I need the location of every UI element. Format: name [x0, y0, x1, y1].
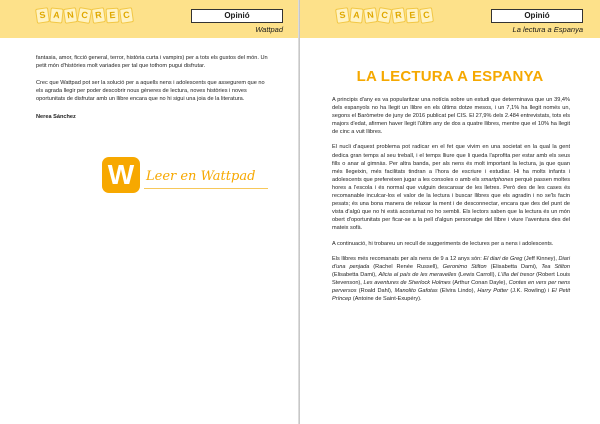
- paragraph: El nucli d'aquest problema pot radicar en el fet que vivim en una societat en la qual la gent dedica gran temps al seu treball, i el temps lliure que li queda l'aprofita per estar amb els seus fills o anar al gimnàs. Per altra banda, per als nens és molt important la lectura, ja que quan més llegeixin, més facilitats tindran a l'hora de escriure i estudiar. Hi ha molts infants i adolescents que prefereixen jugar a les consoles o amb els smartphones perquè passen moltes hores a l'escola i és normal que vulguin descansar de les lletres. Però des de les cases és recomanable inculcar-los el valor de la lectura i buscar llibres que els agradin i no se'ls facin pesats; és una bona manera de relaxar la ment i de desconnectar, encara que des del punt de vista d'algú que no hi està acostumat no ho sembli. Els lectors saben que la lectura és un món obert d'oportunitats per ficar-se a la pell d'algun personatge del llibre i viure l'aventura des del mateix sofà.: [332, 144, 571, 232]
- book-title: Manolito Gafotas: [394, 287, 438, 294]
- wattpad-logo-text: Leer en Wattpad: [146, 169, 256, 184]
- book-title: Tea Stilton: [541, 263, 570, 270]
- book-title: Geronimo Stilton: [442, 263, 487, 270]
- book-title: Harry Potter: [477, 287, 509, 294]
- article-title: LA LECTURA A ESPANYA: [356, 68, 544, 85]
- book-title: Diari d'una penjada: [332, 255, 570, 270]
- paragraph: A principis d'any es va popularitzar una notícia sobre un estudi que determinava que un 39,4% dels espanyols no ha llegit un llibre en els últims dotze mesos, i un 7,1% ha llegit només un, segons el Baròmetre de juny de 2016 publicat pel CIS. El 27,9% dels 2.484 entrevistats, tots els majors d'edat, afirmen haver llegit l'últim any de dos a quatre llibres, mentre que el 10% ha llegit de cinc a vuit llibres.: [332, 97, 570, 136]
- right-page: [300, 0, 600, 424]
- book-title: El Petit Príncep: [332, 287, 571, 303]
- book-title: L'illa del tresor: [497, 271, 535, 278]
- book-title: Les aventures de Sherlock Holmes: [363, 279, 451, 286]
- section-label: Opinió: [491, 9, 583, 23]
- author-name: Nerea Sánchez: [36, 114, 76, 121]
- article-body: [332, 96, 570, 310]
- wattpad-logo: [102, 155, 268, 195]
- paragraph: A continuació, hi trobareu un recull de suggeriments de lectures per a nens i adolescents.: [332, 240, 554, 247]
- book-title: El diari de Greg: [483, 255, 523, 262]
- subsection-label: La lectura a Espanya: [512, 25, 583, 34]
- book-list-paragraph: Els llibres més recomanats per als nens de 9 a 12 anys són: El diari de Greg (Jeff Kinney), Diari d'una penjada (Rachel Renée Russell), Geronimo Stilton (Elisabetta Dami), Tea Stilton (Elisabetta Dami), Alicia al país de les meravelles (Lewis Carroll), L'illa del tresor (Robert Louis Stevenson), Les aventures de Sherlock Holmes (Arthur Conan Dayle), Contes en vers per nens perversos (Roald Dahl), Manolito Gafotas (Elvira Lindo), Harry Potter (J.K. Rowling) i El Petit Príncep (Antoine de Saint-Exupéry).: [332, 255, 571, 303]
- article-body: [36, 54, 268, 130]
- subsection-label: Wattpad: [255, 25, 283, 34]
- divider: [144, 188, 268, 189]
- wattpad-w-icon: W: [102, 157, 140, 193]
- book-title: Alicia al país de les meravelles: [378, 271, 457, 278]
- magazine-logo: S A N C R E C: [336, 8, 433, 23]
- magazine-logo: S A N C R E C: [36, 8, 133, 23]
- paragraph: fantasia, amor, ficció general, terror, història curta i vampirs) per a tots els gustos del món. Un petit món d'històries molt variades per tal que tothom pugui disfrutar.: [36, 55, 268, 70]
- section-label: Opinió: [191, 9, 283, 23]
- paragraph: Crec que Wattpad pot ser la solució per a aquells nens i adolescents que assegurem que no els agrada llegir per poder descobrir nous gèneres de lectura, noves històries i noves oportunitats de disfrutar amb un llibre encara que no hi sigui una joia de la literatura.: [36, 79, 265, 103]
- book-title: Contes en vers per nens perversos: [332, 279, 570, 294]
